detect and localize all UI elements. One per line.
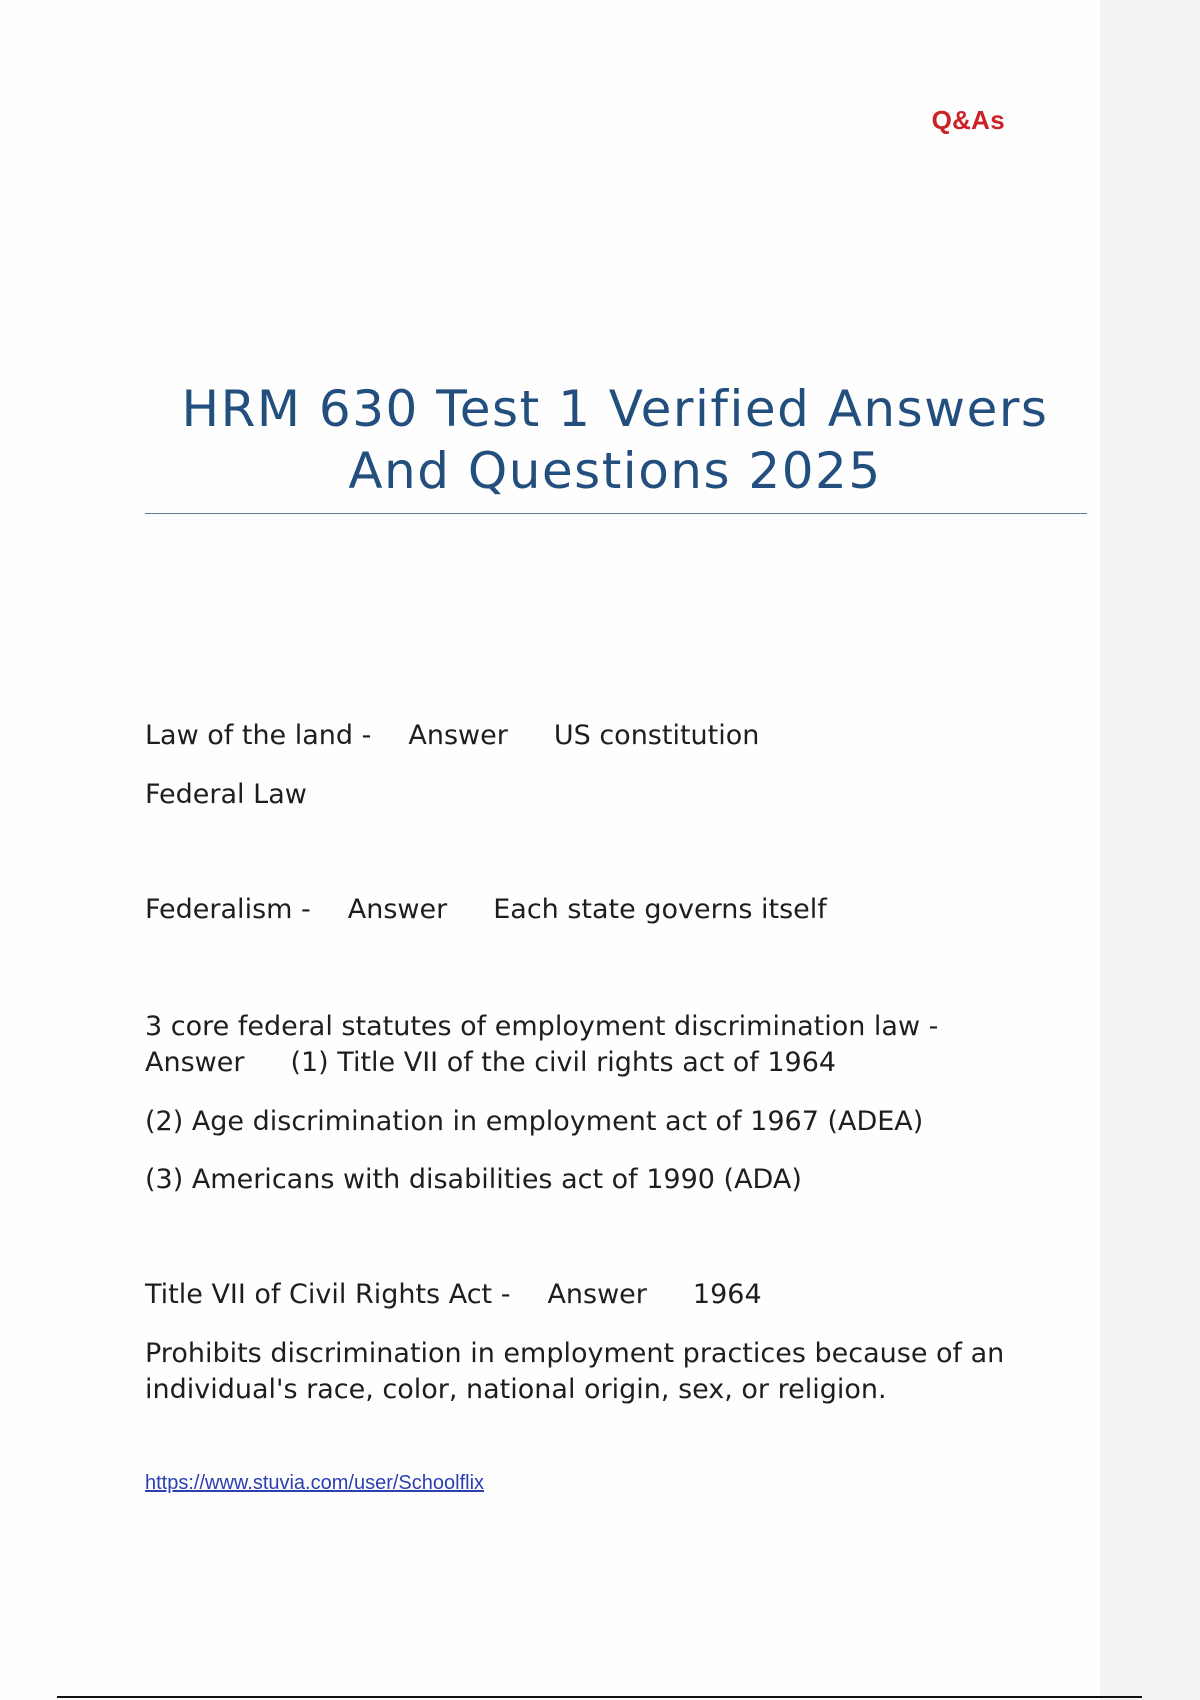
- qa-1-answer-label: Answer: [408, 720, 508, 751]
- qa-1-answer: US constitution: [553, 720, 760, 751]
- qa-2-question: Federalism -: [145, 894, 311, 925]
- qa-4-question: Title VII of Civil Rights Act -: [145, 1279, 511, 1310]
- qa-2-answer-label: Answer: [347, 894, 448, 925]
- title-line-2: And Questions 2025: [348, 442, 882, 500]
- qa-item-2-line: [145, 891, 1095, 928]
- qa-4-extra-2: individual's race, color, national origin, sex, or religion.: [145, 1374, 887, 1405]
- title-line-1: HRM 630 Test 1 Verified Answers: [181, 380, 1049, 438]
- qa-3-question: 3 core federal statutes of employment discrimination law -: [145, 1011, 939, 1042]
- qa-item-3-line: [145, 1044, 1095, 1081]
- qa-1-question: Law of the land -: [145, 720, 372, 751]
- page-bottom-divider: [57, 1696, 1142, 1698]
- qa-4-extra-1: Prohibits discrimination in employment practices because of an: [145, 1338, 1005, 1369]
- qa-3-answer: (1) Title VII of the civil rights act of 1964: [290, 1047, 837, 1078]
- qa-2-answer: Each state governs itself: [493, 894, 827, 925]
- qa-3-extra-2: (3) Americans with disabilities act of 1990 (ADA): [145, 1164, 802, 1195]
- qa-item-4-line: [145, 1276, 1095, 1313]
- qa-1-extra-1: Federal Law: [145, 779, 307, 810]
- title-divider: [145, 513, 1087, 514]
- qa-4-answer: 1964: [692, 1279, 762, 1310]
- qa-4-answer-label: Answer: [547, 1279, 647, 1310]
- qa-3-answer-label: Answer: [145, 1047, 245, 1078]
- page-margin-strip: [1100, 0, 1200, 1700]
- qa-3-extra-1: (2) Age discrimination in employment act of 1967 (ADEA): [145, 1106, 924, 1137]
- qa-item-1-line: [145, 717, 1095, 754]
- qa-badge: Q&As: [931, 105, 1005, 135]
- stuvia-profile-link[interactable]: https://www.stuvia.com/user/Schoolflix: [145, 1472, 485, 1494]
- document-title: [145, 378, 1085, 502]
